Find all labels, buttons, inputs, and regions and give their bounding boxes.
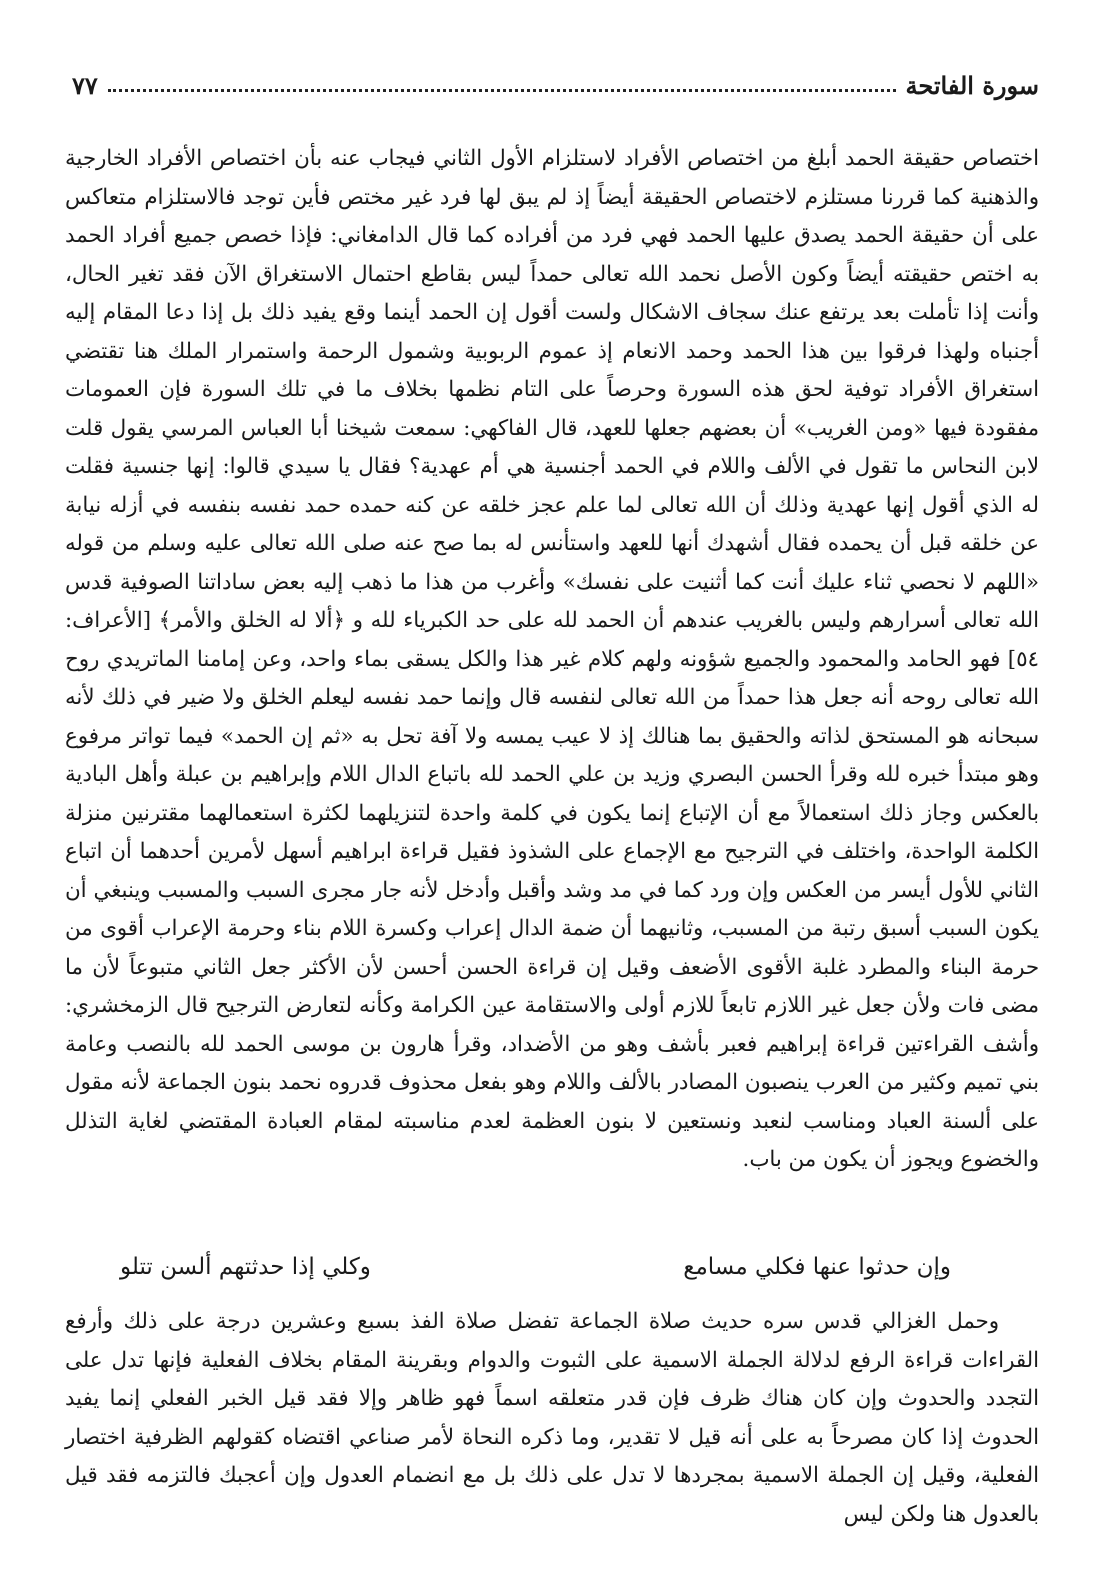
- verse-first-hemistich: وإن حدثوا عنها فكلي مسامع: [683, 1254, 951, 1280]
- main-text-continued: [65, 1303, 1039, 1534]
- verse-second-hemistich: وكلي إذا حدثتهم ألسن تتلو: [120, 1254, 371, 1280]
- poetry-verse: [120, 1242, 951, 1292]
- surah-title: سورة الفاتحة: [905, 70, 1039, 100]
- page-number: ٧٧: [72, 70, 98, 100]
- paragraph: اختصاص حقيقة الحمد أبلغ من اختصاص الأفراد لاستلزام الأول الثاني فيجاب عنه بأن اختصاص الأفراد الخارجية والذهنية كما قررنا مستلزم لاختصاص الحقيقة أيضاً إذ لم يبق لها فرد غير مختص فأين توجد فالاستلزام متعاكس على أن حقيقة الحمد يصدق عليها الحمد فهي فرد من أفراده كما قال الدامغاني: فإذا خصص جميع أفراد الحمد به اختص حقيقته أيضاً وكون الأصل نحمد الله تعالى حمداً ليس بقاطع احتمال الاستغراق الآن فقد تغير الحال، وأنت إذا تأملت بعد يرتفع عنك سجاف الاشكال ولست أقول إن الحمد أينما وقع يفيد ذلك بل إذا دعا المقام إليه أجنباه ولهذا فرقوا بين هذا الحمد وحمد الانعام إذ عموم الربوبية وشمول الرحمة واستمرار الملك هنا تقتضي استغراق الأفراد توفية لحق هذه السورة وحرصاً على التام نظمها بخلاف ما في تلك السورة فإن العمومات مفقودة فيها «ومن الغريب» أن بعضهم جعلها للعهد، قال الفاكهي: سمعت شيخنا أبا العباس المرسي يقول قلت لابن النحاس ما تقول في الألف واللام في الحمد أجنسية هي أم عهدية؟ فقال يا سيدي قالوا: إنها جنسية فقلت له الذي أقول إنها عهدية وذلك أن الله تعالى لما علم عجز خلقه عن كنه حمده حمد نفسه بنفسه في أزله نيابة عن خلقه قبل أن يحمده فقال أشهدك أنها للعهد واستأنس له بما صح عنه صلى الله تعالى عليه وسلم من قوله «اللهم لا نحصي ثناء عليك أنت كما أثنيت على نفسك» وأغرب من هذا ما ذهب إليه بعض ساداتنا الصوفية قدس الله تعالى أسرارهم وليس بالغريب عندهم أن الحمد لله على حد الكبرياء لله و ﴿ألا له الخلق والأمر﴾ [الأعراف: ٥٤] فهو الحامد والمحمود والجميع شؤونه ولهم كلام غير هذا والكل يسقى بماء واحد، وعن إمامنا الماتريدي روح الله تعالى روحه أنه جعل هذا حمداً من الله تعالى لنفسه قال وإنما حمد نفسه ليعلم الخلق ولا ضير في ذلك لأنه سبحانه هو المستحق لذاته والحقيق بما هنالك إذ لا عيب يمسه ولا آفة تحل به «ثم إن الحمد» فيما تواتر مرفوع وهو مبتدأ خبره لله وقرأ الحسن البصري وزيد بن علي الحمد لله باتباع الدال اللام وإبراهيم بن عبلة وأهل البادية بالعكس وجاز ذلك استعمالاً مع أن الإتباع إنما يكون في كلمة واحدة لتنزيلهما لكثرة استعمالهما مقترنين منزلة الكلمة الواحدة، واختلف في الترجيح مع الإجماع على الشذوذ فقيل قراءة ابراهيم أسهل لأمرين أحدهما أن اتباع الثاني للأول أيسر من العكس وإن ورد كما في مد وشد وأقبل وأدخل لأنه جار مجرى السبب والمسبب وينبغي أن يكون السبب أسبق رتبة من المسبب، وثانيهما أن ضمة الدال إعراب وكسرة اللام بناء وحرمة الإعراب أقوى من حرمة البناء والمطرد غلبة الأقوى الأضعف وقيل إن قراءة الحسن أحسن لأن الأكثر جعل الثاني متبوعاً لأن ما مضى فات ولأن جعل غير اللازم تابعاً للازم أولى والاستقامة عين الكرامة وكأنه لتعارض الترجيح قال الزمخشري: وأشف القراءتين قراءة إبراهيم فعبر بأشف وهو من الأضداد، وقرأ هارون بن موسى الحمد لله بالنصب وعامة بني تميم وكثير من العرب ينصبون المصادر بالألف واللام وهو بفعل محذوف قدروه نحمد بنون الجماعة لأنه مقول على ألسنة العباد ومناسب لنعبد ونستعين لا بنون العظمة لعدم مناسبته لمقام العبادة المقتضي لغاية التذلل والخضوع ويجوز أن يكون من باب.: [65, 146, 1039, 1172]
- main-text: [65, 140, 1039, 1180]
- running-head: [72, 60, 1039, 110]
- leader-dots: [108, 89, 896, 92]
- paragraph: وحمل الغزالي قدس سره حديث صلاة الجماعة تفضل صلاة الفذ بسبع وعشرين درجة على ذلك وأرفع القراءات قراءة الرفع لدلالة الجملة الاسمية على الثبوت والدوام وبقرينة المقام بخلاف الفعلية فإنها تدل على التجدد والحدوث وإن كان هناك ظرف فإن قدر متعلقه اسماً فهو ظاهر وإلا فقد قيل الخبر الفعلي إنما يفيد الحدوث إذا كان مصرحاً به على أنه قيل لا تقدير، وما ذكره النحاة لأمر صناعي اقتضاه كقولهم الظرفية اختصار الفعلية، وقيل إن الجملة الاسمية بمجردها لا تدل على ذلك بل مع انضمام العدول وإن أعجبك فالتزمه فقد قيل بالعدول هنا ولكن ليس: [65, 1309, 1040, 1527]
